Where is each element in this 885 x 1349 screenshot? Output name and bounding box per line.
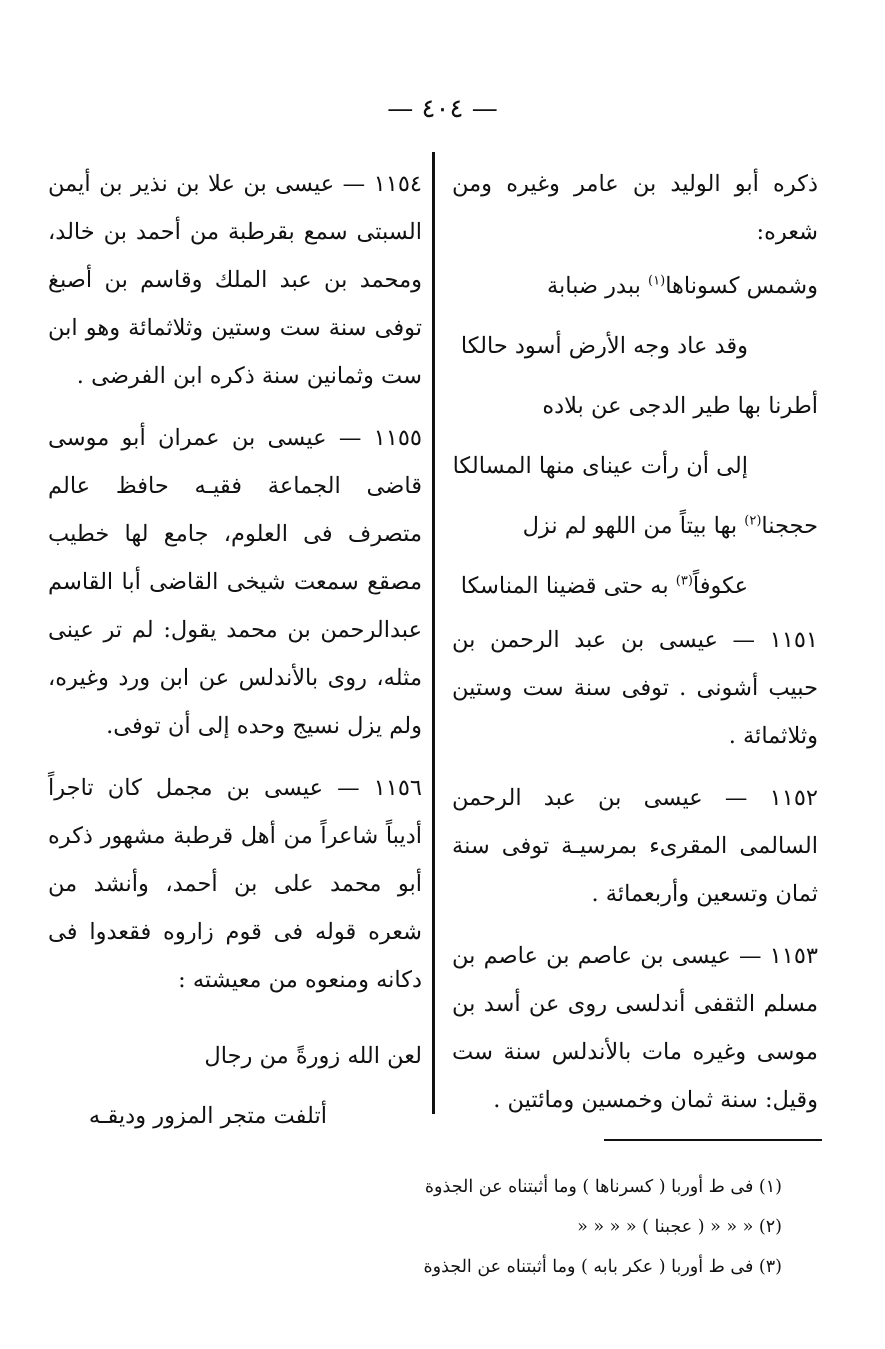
footnote-2: (٢) « « « ( عجبنا ) « « « «	[577, 1217, 782, 1237]
column-divider	[432, 152, 435, 1114]
poem-verses-left	[48, 1026, 422, 1146]
entry-1156: ١١٥٦ — عيسى بن مجمل كان تاجراً أديباً شاعراً من أهل قرطبة مشهور ذكره أبو محمد على بن أحمد، وأنشد من شعره قوله فى قوم زاروه فقعدوا فى دكانه ومنعوه من معيشته :	[48, 775, 422, 993]
footnote-marker: (٣)	[675, 573, 693, 589]
right-column	[452, 160, 818, 1124]
verse-line: وشمس كسوناها$^{(١)}$ ببدر ضبابة	[546, 273, 818, 299]
entry-1154: ١١٥٤ — عيسى بن علا بن نذير بن أيمن السبتى سمع بقرطبة من أحمد بن خالد، ومحمد بن عبد الملك وقاسم بن أصبغ توفى سنة ست وستين وثلاثمائة وهو ابن ست وثمانين سنة ذكره ابن الفرضى .	[48, 171, 422, 389]
verse-line: عكوفاً$^{(٣)}$ به حتى قضينا المناسكا	[460, 573, 748, 599]
verse-line: لعن الله زورةً من رجال	[204, 1043, 422, 1069]
entry-1153: ١١٥٣ — عيسى بن عاصم بن عاصم بن مسلم الثقفى أندلسى روى عن أسد بن موسى وغيره مات بالأندلس سنة ست وقيل: سنة ثمان وخمسين ومائتين .	[452, 943, 818, 1113]
left-column	[48, 160, 422, 1146]
footnote-1: (١) فى ط أوربا ( كسرناها ) وما أثبتناه عن الجذوة	[424, 1177, 782, 1197]
page-number: — ٤٠٤ —	[387, 94, 498, 124]
verse-line: أطرنا بها طير الدجى عن بلاده	[542, 393, 818, 419]
footnotes	[330, 1167, 782, 1287]
entry-1151: ١١٥١ — عيسى بن عبد الرحمن بن حبيب أشونى . توفى سنة ست وستين وثلاثمائة .	[452, 627, 818, 749]
poem-verses	[452, 256, 818, 616]
footnote-marker: (١)	[648, 273, 666, 289]
verse-line: حججنا$^{(٢)}$ بها بيتاً من اللهو لم نزل	[522, 513, 818, 539]
poem-intro: ذكره أبو الوليد بن عامر وغيره ومن شعره:	[452, 171, 818, 245]
entry-1155: ١١٥٥ — عيسى بن عمران أبو موسى قاضى الجماعة فقيـه حافظ عالم متصرف فى العلوم، جامع لها خطيب مصقع سمعت شيخى القاضى أبا القاسم عبدالرحمن بن محمد يقول: لم تر عينى مثله، روى بالأندلس عن ابن ورد وغيره، ولم يزل نسيج وحده إلى أن توفى.	[48, 425, 422, 739]
footnote-3: (٣) فى ط أوربا ( عكر بابه ) وما أثبتناه عن الجذوة	[423, 1257, 782, 1277]
verse-line: إلى أن رأت عيناى منها المسالكا	[452, 453, 748, 479]
footnote-marker: (٢)	[744, 513, 762, 529]
verse-line: أتلفت متجر المزور وديقـه	[88, 1103, 327, 1129]
verse-line: وقد عاد وجه الأرض أسود حالكا	[460, 333, 748, 359]
footnote-separator	[604, 1139, 822, 1141]
entry-1152: ١١٥٢ — عيسى بن عبد الرحمن السالمى المقرىء بمرسيـة توفى سنة ثمان وتسعين وأربعمائة .	[452, 785, 818, 907]
